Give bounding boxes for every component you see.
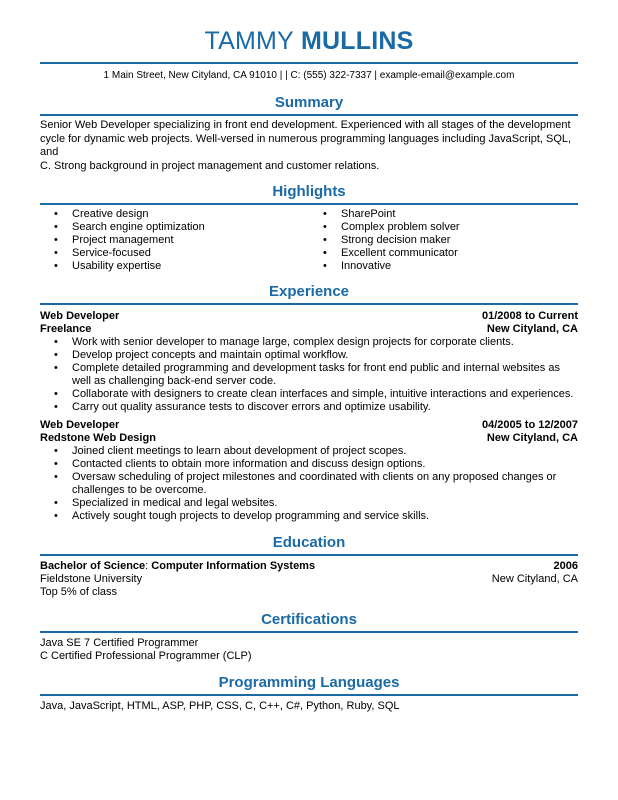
programming-languages: Java, JavaScript, HTML, ASP, PHP, CSS, C, C++, C#, Python, Ruby, SQL: [40, 699, 400, 712]
list-item: • Search engine optimization: [40, 221, 309, 234]
education-title: Education: [272, 534, 346, 551]
list-item: • Usability expertise: [40, 260, 309, 273]
summary-title: Summary: [274, 94, 344, 111]
graduation-year: 2006: [553, 560, 578, 572]
summary-section: [0, 94, 618, 173]
programming-title: Programming Languages: [218, 673, 400, 691]
school-name: Fieldstone University: [40, 573, 143, 585]
experience-divider: [40, 303, 578, 305]
list-item: • Service-focused: [40, 247, 309, 260]
certifications-section: [0, 611, 618, 664]
list-item: • Actively sought tough projects to develop programming and service skills.: [40, 510, 578, 523]
job-location: New Cityland, CA: [486, 432, 578, 444]
experience-title: Experience: [268, 283, 350, 300]
list-item: C Certified Professional Programmer (CLP): [40, 650, 252, 662]
highlights-divider: [40, 203, 578, 205]
summary-divider: [40, 114, 578, 116]
list-item: • Work with senior developer to manage large, complex design projects for corporate clients.: [40, 336, 578, 349]
job-title: Web Developer: [40, 310, 120, 322]
list-item: • Complete detailed programming and development tasks for front end public and internal websites as well as challenging back-end server code.: [40, 362, 578, 388]
education-note: Top 5% of class: [40, 586, 118, 598]
list-item: • Specialized in medical and legal websites.: [40, 497, 578, 510]
job-company: Redstone Web Design: [40, 432, 156, 444]
job-subheader: [40, 432, 578, 445]
highlights-right: [309, 208, 578, 273]
job-title: Web Developer: [40, 419, 120, 431]
job-duties: [40, 336, 578, 414]
highlights-title: Highlights: [272, 183, 346, 200]
list-item: • Complex problem solver: [309, 221, 578, 234]
education-header: [40, 560, 578, 573]
summary-line: C. Strong background in project management and customer relations.: [40, 159, 380, 172]
list-item: • Collaborate with designers to create clean interfaces and simple, intuitive interactions and experiences.: [40, 388, 578, 401]
header-divider: [40, 62, 578, 64]
first-name: TAMMY: [204, 27, 294, 55]
job-company: Freelance: [40, 323, 92, 335]
summary-line: Senior Web Developer specializing in front end development. Experienced with all stages of the development: [40, 119, 571, 131]
list-item: • Oversaw scheduling of project milestones and coordinated with clients on any proposed changes or challenges to be overcome.: [40, 471, 578, 497]
job-header: [40, 419, 578, 432]
job-entry: [40, 419, 578, 523]
school-location: New Cityland, CA: [491, 573, 578, 585]
list-item: • Strong decision maker: [309, 234, 578, 247]
list-item: • SharePoint: [309, 208, 578, 221]
job-dates: 01/2008 to Current: [482, 310, 578, 322]
list-item: • Contacted clients to obtain more information and discuss design options.: [40, 458, 578, 471]
list-item: • Excellent communicator: [309, 247, 578, 260]
contact-line: 1 Main Street, New Cityland, CA 91010 | | C: (555) 322-7337 | example-email@example.com: [103, 70, 515, 81]
job-header: [40, 310, 578, 323]
highlights-left: [40, 208, 309, 273]
list-item: • Project management: [40, 234, 309, 247]
programming-section: [0, 674, 618, 714]
programming-divider: [40, 694, 578, 696]
certifications-title: Certifications: [261, 610, 357, 628]
job-entry: [40, 310, 578, 414]
education-entry: [40, 560, 578, 600]
job-duties: [40, 445, 578, 523]
certifications-list: [40, 637, 578, 664]
education-divider: [40, 554, 578, 556]
degree: Bachelor of Science: [40, 560, 146, 572]
education-degree-line: Bachelor of Science: Computer Information Systems: [40, 560, 316, 572]
candidate-name: [0, 0, 618, 56]
highlights-columns: [40, 208, 578, 273]
job-subheader: [40, 323, 578, 336]
list-item: • Joined client meetings to learn about development of project scopes.: [40, 445, 578, 458]
job-dates: 04/2005 to 12/2007: [481, 419, 578, 431]
highlights-section: [0, 183, 618, 273]
list-item: • Creative design: [40, 208, 309, 221]
last-name: MULLINS: [301, 27, 414, 55]
education-section: [0, 534, 618, 600]
summary-line: cycle for dynamic web projects. Well-versed in numerous programming languages including JavaScript, SQL, and: [40, 132, 572, 158]
certifications-divider: [40, 631, 578, 633]
list-item: • Carry out quality assurance tests to discover errors and optimize usability.: [40, 401, 578, 414]
summary-text: [40, 119, 578, 173]
education-subheader: [40, 573, 578, 586]
list-item: Java SE 7 Certified Programmer: [40, 636, 199, 649]
list-item: • Innovative: [309, 260, 578, 273]
job-location: New Cityland, CA: [486, 323, 578, 335]
list-item: • Develop project concepts and maintain optimal workflow.: [40, 349, 578, 362]
field-of-study: Computer Information Systems: [151, 560, 316, 572]
experience-section: [0, 283, 618, 523]
